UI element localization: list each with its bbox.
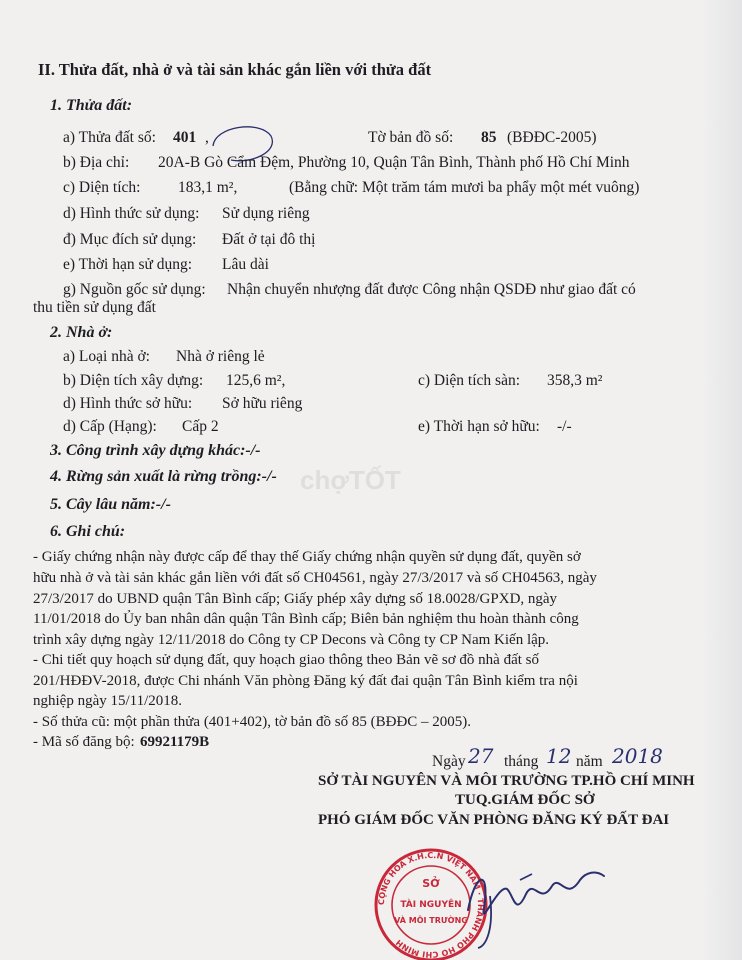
note-line: 201/HĐĐV-2018, được Chi nhánh Văn phòng Đăng ký đất đai quận Tân Bình kiểm tra nội: [33, 673, 578, 689]
map-sheet: 85: [481, 129, 497, 146]
reg-no: 69921179B: [140, 734, 210, 750]
handwritten-signature: [460, 850, 610, 950]
forest: 4. Rừng sản xuất là rừng trồng:-/-: [50, 468, 277, 485]
house-type: Nhà ở riêng lẻ: [176, 348, 265, 365]
date-day: 27: [468, 744, 494, 768]
term: Lâu dài: [222, 256, 269, 273]
note-line: nghiệp ngày 15/11/2018.: [33, 693, 183, 709]
date-day-label: Ngày: [432, 753, 466, 770]
date-year-label: năm: [576, 753, 603, 770]
map-sheet-ref: (BĐĐC-2005): [507, 129, 597, 146]
ownership-label: d) Hình thức sở hữu:: [63, 395, 193, 412]
purpose: Đất ở tại đô thị: [222, 231, 316, 248]
section-title: II. Thửa đất, nhà ở và tài sản khác gắn liền với thửa đất: [38, 60, 432, 79]
map-sheet-label: Tờ bản đồ số:: [368, 129, 454, 146]
perennial: 5. Cây lâu năm:-/-: [50, 496, 171, 513]
signatory-org: SỞ TÀI NGUYÊN VÀ MÔI TRƯỜNG TP.HỒ CHÍ MINH: [318, 773, 695, 789]
note-line: - Giấy chứng nhận này được cấp để thay thế Giấy chứng nhận quyền sử dụng đất, quyền sở: [33, 549, 581, 565]
parcel-no-comma: ,: [205, 129, 209, 146]
grade-label: d) Cấp (Hạng):: [63, 418, 157, 435]
house-type-label: a) Loại nhà ở:: [63, 348, 150, 365]
area-label: c) Diện tích:: [63, 179, 141, 196]
parcel-no-label: a) Thửa đất số:: [63, 129, 156, 146]
own-term: -/-: [557, 418, 572, 435]
reg-label: - Mã số đăng bộ:: [33, 734, 135, 750]
area: 183,1 m²,: [178, 179, 238, 196]
date-month: 12: [546, 744, 572, 768]
address-label: b) Địa chỉ:: [63, 154, 130, 171]
notes-heading: 6. Ghi chú:: [50, 523, 126, 540]
chotot-watermark: chợTỐT: [300, 465, 401, 495]
seal-ring-text: CỘNG HÒA X.H.C.N VIỆT NAM · THÀNH PHỐ HỒ CHÍ MINH: [376, 850, 486, 960]
area-words: (Bằng chữ: Một trăm tám mươi ba phẩy một mét vuông): [289, 179, 640, 196]
note-line: - Số thửa cũ: một phần thửa (401+402), tờ bản đồ số 85 (BĐĐC – 2005).: [33, 714, 472, 730]
signatory-title: PHÓ GIÁM ĐỐC VĂN PHÒNG ĐĂNG KÝ ĐẤT ĐAI: [318, 812, 670, 828]
origin-line-1: Nhận chuyển nhượng đất được Công nhận QSDĐ như giao đất có: [227, 281, 636, 298]
note-line: hữu nhà ở và tài sản khác gắn liền với đất số CH04561, ngày 27/3/2017 và số CH04563, ngày: [33, 570, 597, 586]
note-line: 11/01/2018 do Ủy ban nhân dân quận Tân Bình cấp; Biên bản nghiệm thu hoàn thành công: [33, 611, 579, 627]
term-label: e) Thời hạn sử dụng:: [63, 256, 193, 273]
purpose-label: đ) Mục đích sử dụng:: [63, 231, 197, 248]
ownership: Sở hữu riêng: [222, 395, 303, 412]
signatory-tuq: TUQ.GIÁM ĐỐC SỞ: [455, 792, 595, 808]
page-edge-shadow: [702, 0, 742, 960]
land-heading: 1. Thửa đất:: [50, 97, 133, 114]
date-year: 2018: [612, 744, 663, 768]
build-area-label: b) Diện tích xây dựng:: [63, 372, 204, 389]
origin-label: g) Nguồn gốc sử dụng:: [63, 281, 206, 298]
use-form: Sử dụng riêng: [222, 205, 310, 222]
date-month-label: tháng: [504, 753, 539, 770]
build-area: 125,6 m²,: [226, 372, 286, 389]
note-line: - Chi tiết quy hoạch sử dụng đất, quy hoạch giao thông theo Bản vẽ sơ đồ nhà đất số: [33, 652, 539, 668]
seal-center-line-3: VÀ MÔI TRƯỜNG: [394, 916, 468, 925]
note-line: trình xây dựng ngày 12/11/2018 do Công ty CP Decons và Công ty CP Nam Kiến lập.: [33, 632, 550, 648]
floor-area-label: c) Diện tích sàn:: [418, 372, 521, 389]
own-term-label: e) Thời hạn sở hữu:: [418, 418, 540, 435]
use-form-label: d) Hình thức sử dụng:: [63, 205, 200, 222]
house-heading: 2. Nhà ở:: [50, 324, 113, 341]
other-construction: 3. Công trình xây dựng khác:-/-: [50, 442, 261, 459]
origin-line-2: thu tiền sử dụng đất: [33, 299, 156, 316]
grade: Cấp 2: [182, 418, 219, 435]
note-line: 27/3/2017 do UBND quận Tân Bình cấp; Giấy phép xây dựng số 18.0028/GPXD, ngày: [33, 591, 558, 607]
seal-center-line-1: SỞ: [422, 877, 440, 890]
parcel-no: 401: [173, 129, 197, 146]
address: 20A-B Gò Cẩm Đệm, Phường 10, Quận Tân Bình, Thành phố Hồ Chí Minh: [158, 154, 630, 171]
floor-area: 358,3 m²: [547, 372, 603, 389]
seal-center-line-2: TÀI NGUYÊN: [400, 900, 462, 910]
